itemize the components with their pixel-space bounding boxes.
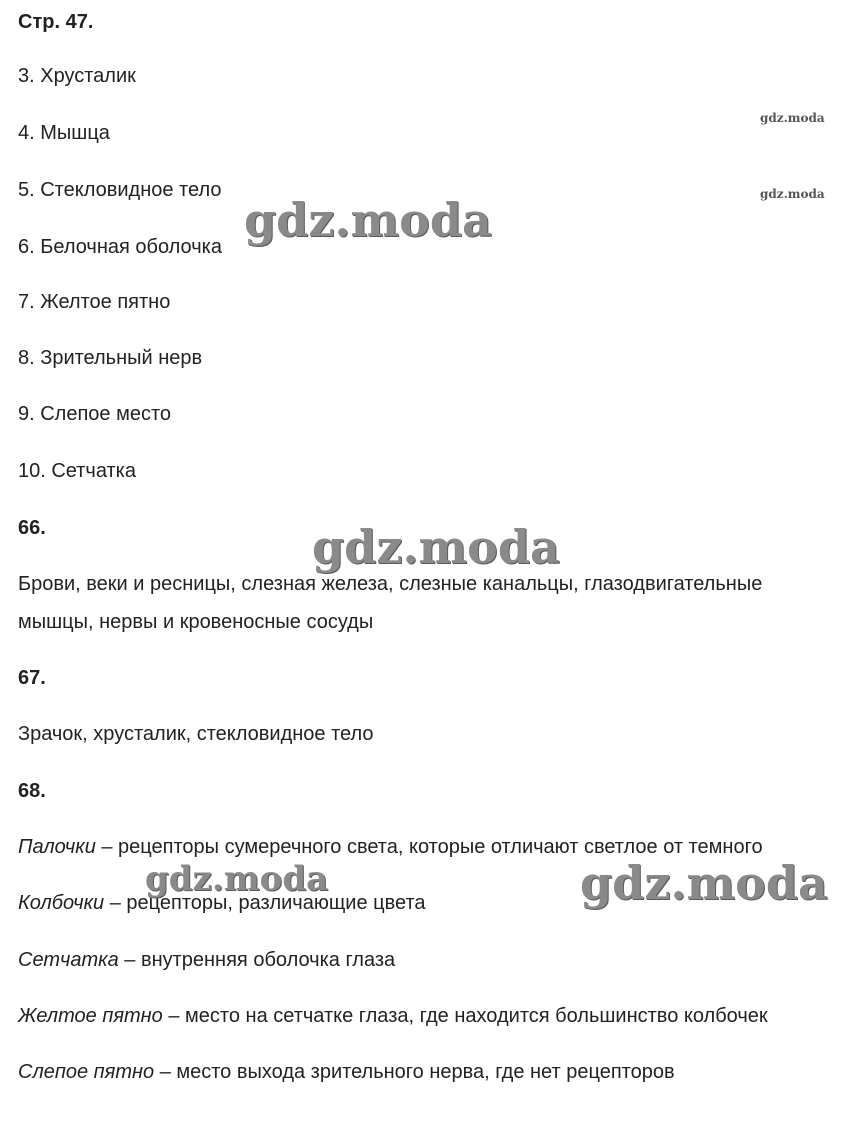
definition-term: Слепое пятно [18,1061,155,1083]
definition-term: Желтое пятно [18,1005,163,1027]
watermark: gdz.moda [760,111,825,125]
list-item: 7. Желтое пятно [18,291,171,313]
page-header: Стр. 47. [18,11,94,33]
watermark: gdz.moda [760,187,825,201]
definition-text: – место выхода зрительного нерва, где нет рецепторов [154,1061,675,1083]
list-item: 10. Сетчатка [18,460,136,482]
definition-row [18,948,395,972]
task-66-text-line-1: Брови, веки и ресницы, слезная железа, слезные канальцы, глазодвигательные [18,573,763,595]
watermark: gdz.moda [244,193,492,247]
task-number-67: 67. [18,667,46,689]
watermark: gdz.moda [580,856,828,910]
definition-text: – рецепторы, различающие цвета [104,892,426,914]
definition-term: Сетчатка [18,949,119,971]
definition-text: – рецепторы сумеречного света, которые отличают светлое от темного [95,836,763,858]
watermark: gdz.moda [145,859,329,899]
list-item: 8. Зрительный нерв [18,347,203,369]
watermark: gdz.moda [312,520,560,574]
list-item: 4. Мышца [18,122,110,144]
list-item: 9. Слепое место [18,403,172,425]
definition-term: Колбочки [18,892,105,914]
definition-text: – место на сетчатке глаза, где находится большинство колбочек [162,1005,768,1027]
definition-text: – внутренняя оболочка глаза [118,949,396,971]
task-number-68: 68. [18,780,46,802]
definition-row [18,1060,675,1084]
task-number-66: 66. [18,517,46,539]
list-item: 3. Хрусталик [18,65,136,87]
list-item: 6. Белочная оболочка [18,236,222,258]
task-67-text: Зрачок, хрусталик, стекловидное тело [18,723,374,745]
definition-term: Палочки [18,836,96,858]
task-66-text-line-2: мышцы, нервы и кровеносные сосуды [18,611,374,633]
list-item: 5. Стекловидное тело [18,179,222,201]
definition-row [18,1004,768,1028]
